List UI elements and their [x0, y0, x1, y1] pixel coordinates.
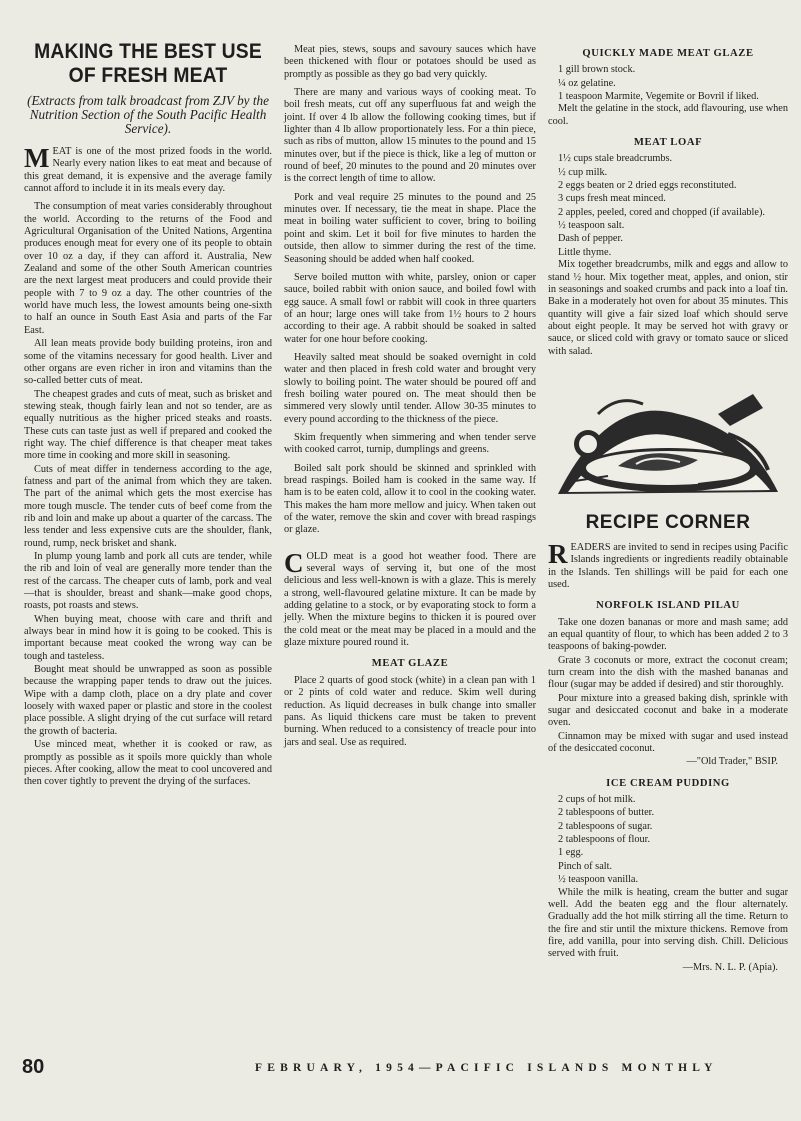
paragraph-text: EADERS are invited to send in recipes using Pacific Islands ingredients or ingredients readily obtainable in the Islands. Ten shillings will be paid for each one used. [548, 541, 788, 590]
article-subhead: (Extracts from talk broadcast from ZJV by the Nutrition Section of the South Pacific Health Service). [27, 93, 269, 136]
article-headline [34, 40, 262, 88]
headline-line-1: MAKING THE BEST USE [34, 40, 262, 63]
section-title: QUICKLY MADE MEAT GLAZE [582, 48, 754, 59]
section-title: NORFOLK ISLAND PILAU [596, 600, 740, 612]
page-number: 80 [22, 1056, 45, 1078]
ingredient: 1½ cups stale breadcrumbs. [558, 153, 673, 165]
paragraph-text: EAT is one of the most prized foods in the world. Nearly every nation likes to eat meat and because of this great demand, it is expensive and the average family cannot afford to include it in its meals every day. [24, 146, 272, 195]
paragraph: Use minced meat, whether it is cooked or raw, as promptly as possible as it spoils more quickly than whole pieces. After cooking, allow the meat to cool uncovered and then cover tightly to prevent the drying of the surfaces. [24, 739, 272, 788]
paragraph-text: OLD meat is a good hot weather food. There are several ways of serving it, but one of the most delicious and less well-known is with a glaze. This is merely a strong, well-flavoured gelatine mixture. It can be made by adding gelatine to a stock, or by evaporating stock to form a jelly. When the mixture begins to thicken it is poured over the cold meat or the meat may be placed in a mould and the glaze mixture poured round it. [284, 550, 536, 649]
paragraph: The consumption of meat varies considerably throughout the world. According to the returns of the Food and Agricultural Organisation of the United Nations, Argentina produces enough meat for every one of its people to obtain over 10 oz a day, if they can afford it. Australia, New Zealand and some of the other South American countries are the next largest meat producers and could provide their people with 7 to 9 oz a day. The other countries of the world have much less, the lowest amounts being one-sixth to half an ounce in South East Asia and parts of the Far East. [24, 201, 272, 336]
ingredient: 2 cups of hot milk. [558, 794, 636, 806]
ingredient: 1 teaspoon Marmite, Vegemite or Bovril if liked. [558, 91, 759, 103]
paragraph [284, 547, 536, 650]
paragraph: Melt the gelatine in the stock, add flavouring, use when cool. [548, 103, 788, 127]
ingredient: ½ cup milk. [558, 166, 608, 178]
footer-issue-line: FEBRUARY, 1954—PACIFIC ISLANDS MONTHLY [255, 1062, 718, 1074]
ingredient: 2 tablespoons of butter. [558, 807, 655, 819]
paragraph: Take one dozen bananas or more and mash same; add an equal quantity of flour, to which has been added 2 to 3 teaspoons of baking-powder. [548, 616, 788, 653]
section-title: MEAT GLAZE [371, 658, 449, 670]
headline-line-2: OF FRESH MEAT [68, 64, 228, 87]
paragraph: Mix together breadcrumbs, milk and eggs and allow to stand ½ hour. Mix together meat, apples, and onion, stir in seasonings and soaked crumbs and pack into a loaf tin. Bake in a moderately hot oven for about 35 minutes. This quantity will give a fair sized loaf which should serve about eight people. It may be served hot with gravy or sauce, or sliced cold with gravy or tomato sauce or sliced with salad. [548, 259, 788, 357]
ingredient: ¼ oz gelatine. [558, 77, 616, 89]
ingredient: 2 apples, peeled, cored and chopped (if available). [558, 206, 765, 218]
paragraph: Cuts of meat differ in tenderness according to the age, fatness and part of the animal from which they are taken. The part of the animal which gets the most exercise has more tough muscle. The tender cuts of beef come from the rib and loin and make up about a quarter of the carcass. The less tender and less expensive cuts are the shoulder, flank, round, rump, neck brisket and shank. [24, 463, 272, 549]
ingredient-list [548, 153, 788, 259]
signature: —Mrs. N. L. P. (Apia). [682, 961, 778, 973]
ingredient: Pinch of salt. [558, 860, 613, 872]
paragraph: In plump young lamb and pork all cuts are tender, while the rib and loin of veal are generally more tender than the rest of the carcass. The cheaper cuts of lamb, pork and veal—that is shoulder, breast and shank—make good chops, roasts, pot roasts and stews. [24, 551, 272, 612]
recipe-corner-title: RECIPE CORNER [585, 511, 751, 533]
paragraph: Boiled salt pork should be skinned and sprinkled with bread raspings. Boiled ham is cooked in the same way. If ham is to be eaten cold, allow it to cool in the cooking water. This makes the ham more mellow and juicy. When taken out of the water, remove the skin and cover with bread raspings or glaze. [284, 462, 536, 536]
column-3 [548, 48, 788, 974]
ingredient: 1 gill brown stock. [558, 64, 636, 76]
drop-cap: R [548, 538, 568, 569]
ingredient: Dash of pepper. [558, 233, 623, 245]
ingredient: ½ teaspoon vanilla. [558, 874, 639, 886]
paragraph: While the milk is heating, cream the butter and sugar well. Add the beaten egg and the flour alternately. Gradually add the hot milk stirring all the time. Return to the fire and stir until the mixture thickens. Remove from fire, add vanilla, pour into serving dish. Chill. Delicious served with fruit. [548, 886, 788, 960]
ingredient: 1 egg. [558, 847, 584, 859]
paragraph: All lean meats provide body building proteins, iron and some of the vitamins necessary for good health. Liver and other organs are even richer in iron and vitamins than the so-called better cuts of meat. [24, 338, 272, 387]
ingredient: 3 cups fresh meat minced. [558, 193, 666, 205]
ingredient: 2 tablespoons of sugar. [558, 820, 653, 832]
ingredient-list [548, 64, 788, 103]
paragraph: The cheapest grades and cuts of meat, such as brisket and stewing steak, though fairly lean and not so tender, are as equally nutritious as the higher priced steaks and roasts. These cuts can taste just as well if prepared and cooked the right way. The chief difference is that cheaper meat takes more time in cooking and more skill in seasoning. [24, 388, 272, 462]
column-1 [24, 40, 272, 789]
paragraph [24, 143, 272, 195]
ingredient: 2 tablespoons of flour. [558, 834, 651, 846]
signature: —"Old Trader," BSIP. [686, 756, 778, 768]
drop-cap: C [284, 547, 304, 578]
paragraph: When buying meat, choose with care and thrift and always bear in mind how it is going to be cooked. This is important because meat cooked the wrong way can be tough and tasteless. [24, 613, 272, 662]
paragraph: Pour mixture into a greased baking dish, sprinkle with sugar and desiccated coconut and bake in a moderate oven. [548, 692, 788, 729]
ingredient: ½ teaspoon salt. [558, 220, 625, 232]
column-2 [284, 44, 536, 749]
paragraph: Skim frequently when simmering and when tender serve with cooked carrot, turnip, dumplings and greens. [284, 431, 536, 456]
paragraph: There are many and various ways of cooking meat. To boil fresh meats, cut off any superfluous fat and weigh the joint. If over 4 lb allow the following cooking times, but if lighter than 4 lb allow proportionately less. For a thin piece, such as ribs of mutton, allow 15 minutes to the pound and 15 minutes over, but if the piece is thick, like a leg of mutton or round of beef, 20 minutes to the pound and 20 minutes over is the correct length of time to allow. [284, 87, 536, 185]
drop-cap: M [24, 143, 50, 173]
ingredient-list [548, 794, 788, 886]
section-title: MEAT LOAF [633, 137, 703, 149]
food-illustration [548, 374, 788, 504]
paragraph: Bought meat should be unwrapped as soon as possible because the wrapping paper tends to draw out the juices. Wipe with a damp cloth, place on a dry plate and cover loosely with waxed paper or plastic and store in the coolest place possible. A slight drying of the cut surface will retard the growth of bacteria. [24, 664, 272, 737]
paragraph: Grate 3 coconuts or more, extract the coconut cream; turn cream into the dish with the mashed bananas and flour (sugar may be added if desired) and stir thoroughly. [548, 654, 788, 691]
paragraph: Serve boiled mutton with white, parsley, onion or caper sauce, boiled rabbit with onion sauce, and boiled fowl with egg sauce. A small fowl or rabbit will cook in three quarters of an hour; large ones will take from 1½ hours to 2 hours according to their age. A rabbit should be soaked in salted water for one hour before cooking. [284, 271, 536, 345]
paragraph [548, 538, 788, 591]
paragraph: Heavily salted meat should be soaked overnight in cold water and then placed in fresh cold water and brought very slowly to boiling point. The water should be poured off and fresh boiling water poured on. The meat should then be simmered very slowly until tender. Allow 30-35 minutes to every pound according to the thickness of the piece. [284, 351, 536, 425]
paragraph: Meat pies, stews, soups and savoury sauces which have been thickened with flour or potatoes should be used as promptly as possible as they go bad very quickly. [284, 44, 536, 80]
paragraph: Pork and veal require 25 minutes to the pound and 25 minutes over. If necessary, tie the meat in shape. Place the meat in boiling water sufficient to cover, bring to boiling point and skim. Let it boil for five minutes to harden the outside, then allow to simmer during the rest of the time. Seasoning should be added when half cooked. [284, 191, 536, 265]
paragraph: Place 2 quarts of good stock (white) in a clean pan with 1 or 2 pints of cold water and reduce. Skim well during reduction. As liquid decreases in bulk change into smaller pans. As liquid thickens care must be taken to prevent burning. When reduced to a consistency of treacle pour into jars and seal. Use as required. [284, 674, 536, 748]
section-title: ICE CREAM PUDDING [606, 777, 730, 789]
ingredient: 2 eggs beaten or 2 dried eggs reconstituted. [558, 180, 737, 192]
paragraph: Cinnamon may be mixed with sugar and used instead of the desiccated coconut. [548, 730, 788, 755]
ingredient: Little thyme. [558, 246, 612, 258]
